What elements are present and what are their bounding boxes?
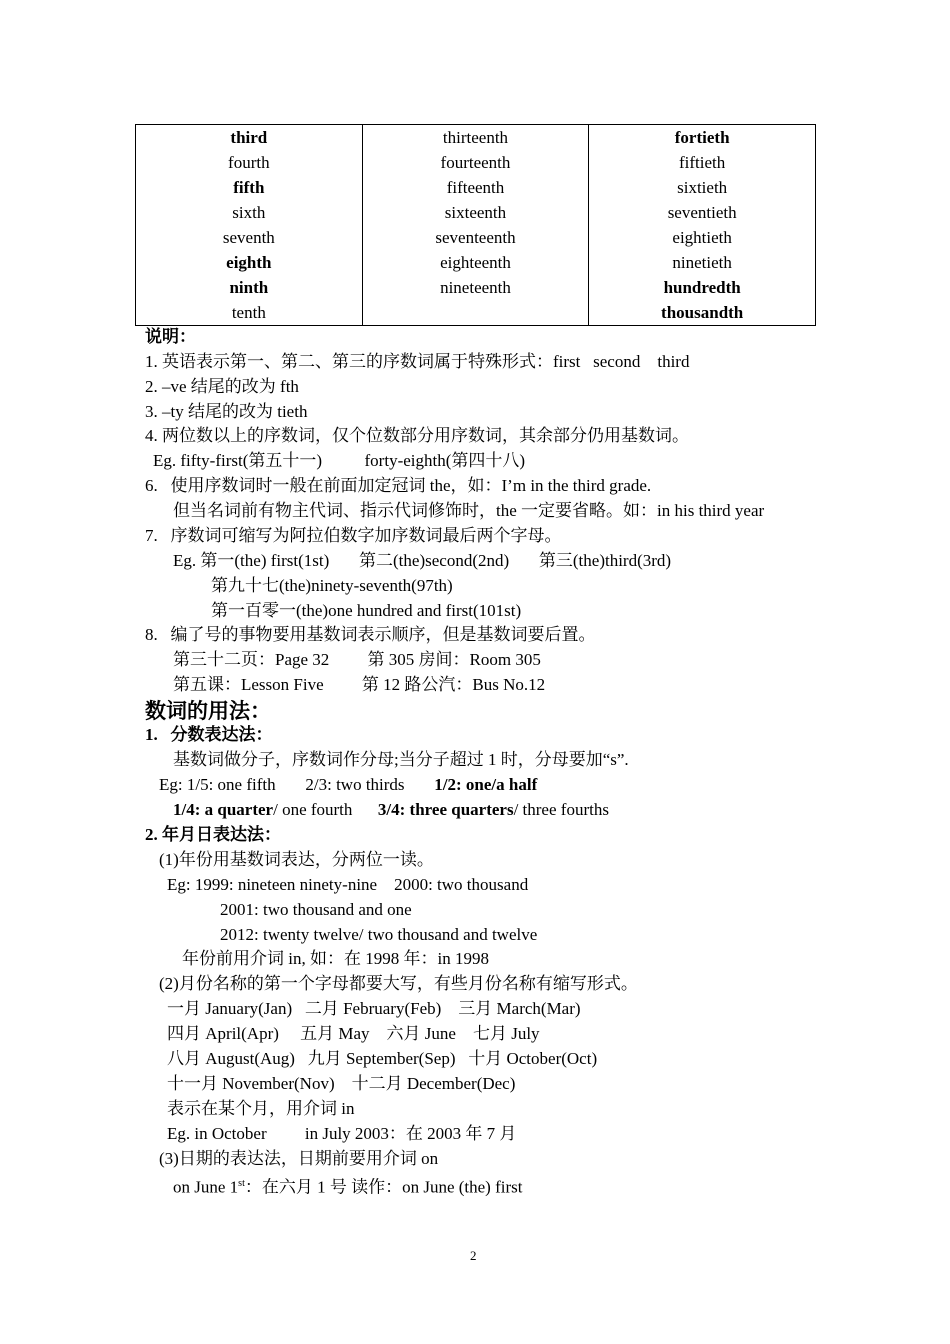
- note-7-example-2: 第九十七(the)ninety-seventh(97th): [211, 576, 453, 595]
- year-example-2: 2001: two thousand and one: [220, 900, 412, 919]
- table-cell: sixteenth: [444, 203, 507, 222]
- note-1: 1. 英语表示第一、第二、第三的序数词属于特殊形式：first second third: [145, 352, 690, 371]
- ordinal-table: [135, 124, 816, 326]
- table-cell: ninetieth: [672, 253, 732, 272]
- months-line-4: 十一月 November(Nov) 十二月 December(Dec): [167, 1074, 516, 1093]
- fraction-heading: 1. 分数表达法：: [145, 725, 273, 744]
- note-3: 3. –ty 结尾的改为 tieth: [145, 402, 308, 421]
- year-example-3: 2012: twenty twelve/ two thousand and twelve: [220, 925, 538, 944]
- table-column-2: [362, 125, 589, 326]
- table-column-3: [589, 125, 816, 326]
- note-7-example-1: Eg. 第一(the) first(1st) 第二(the)second(2nd) 第三(the)third(3rd): [173, 551, 672, 570]
- table-cell: eightieth: [672, 228, 732, 247]
- table-cell: sixtieth: [677, 178, 728, 197]
- note-4: 4. 两位数以上的序数词，仅个位数部分用序数词，其余部分仍用基数词。: [145, 426, 689, 445]
- page-number: 2: [470, 1248, 477, 1263]
- month-rule: (2)月份名称的第一个字母都要大写，有些月份名称有缩写形式。: [159, 974, 638, 993]
- table-column-1: [136, 125, 363, 326]
- date-heading: 2. 年月日表达法：: [145, 825, 281, 844]
- table-cell: seventieth: [667, 203, 737, 222]
- month-example: Eg. in October in July 2003：在 2003 年 7 月: [167, 1124, 517, 1143]
- table-cell: fortieth: [674, 128, 730, 147]
- note-8-example-2: 第五课：Lesson Five 第 12 路公汽：Bus No.12: [173, 675, 546, 694]
- note-7-example-3: 第一百零一(the)one hundred and first(101st): [211, 601, 522, 620]
- table-cell: thousandth: [661, 303, 744, 322]
- table-cell: eighth: [226, 253, 272, 272]
- day-rule: (3)日期的表达法，日期前要用介词 on: [159, 1149, 439, 1168]
- note-8: 8. 编了号的事物要用基数词表示顺序，但是基数词要后置。: [145, 625, 596, 644]
- note-6: 6. 使用序数词时一般在前面加定冠词 the，如：I’m in the third grade.: [145, 476, 652, 495]
- note-7: 7. 序数词可缩写为阿拉伯数字加序数词最后两个字母。: [145, 526, 562, 545]
- month-preposition: 表示在某个月，用介词 in: [167, 1099, 355, 1118]
- year-rule: (1)年份用基数词表达，分两位一读。: [159, 850, 434, 869]
- fraction-example-2: 1/4: a quarter/ one fourth 3/4: three quarters/ three fourths: [173, 800, 609, 819]
- note-6-continued: 但当名词前有物主代词、指示代词修饰时，the 一定要省略。如：in his third year: [173, 501, 765, 520]
- table-cell: hundredth: [663, 278, 741, 297]
- table-cell: tenth: [231, 303, 266, 322]
- table-cell: fourteenth: [440, 153, 511, 172]
- table-cell: third: [230, 128, 268, 147]
- table-cell: seventeenth: [435, 228, 516, 247]
- section-title: 数词的用法：: [145, 699, 271, 723]
- table-cell: fiftieth: [679, 153, 726, 172]
- months-line-3: 八月 August(Aug) 九月 September(Sep) 十月 October(Oct): [167, 1049, 598, 1068]
- table-cell: fourth: [228, 153, 270, 172]
- year-example-1: Eg: 1999: nineteen ninety-nine 2000: two thousand: [167, 875, 529, 894]
- table-cell: eighteenth: [440, 253, 511, 272]
- months-line-1: 一月 January(Jan) 二月 February(Feb) 三月 March(Mar): [167, 999, 581, 1018]
- table-cell: nineteenth: [440, 278, 511, 297]
- fraction-rule: 基数词做分子，序数词作分母;当分子超过 1 时，分母要加“s”.: [173, 750, 629, 769]
- fraction-example-1: Eg: 1/5: one fifth 2/3: two thirds 1/2: one/a half: [159, 775, 538, 794]
- table-cell: sixth: [232, 203, 266, 222]
- notes-heading: 说明：: [145, 327, 196, 346]
- table-cell: thirteenth: [442, 128, 509, 147]
- table-cell: seventh: [222, 228, 275, 247]
- note-8-example-1: 第三十二页：Page 32 第 305 房间：Room 305: [173, 650, 541, 669]
- months-line-2: 四月 April(Apr) 五月 May 六月 June 七月 July: [167, 1024, 540, 1043]
- day-example: on June 1st：在六月 1 号 读作：on June (the) first: [173, 1177, 523, 1197]
- note-4-example: Eg. fifty-first(第五十一) forty-eighth(第四十八): [153, 451, 526, 470]
- table-cell: fifteenth: [446, 178, 505, 197]
- table-cell: fifth: [233, 178, 265, 197]
- year-preposition: 年份前用介词 in, 如：在 1998 年：in 1998: [182, 949, 489, 968]
- table-cell: ninth: [229, 278, 269, 297]
- note-2: 2. –ve 结尾的改为 fth: [145, 377, 299, 396]
